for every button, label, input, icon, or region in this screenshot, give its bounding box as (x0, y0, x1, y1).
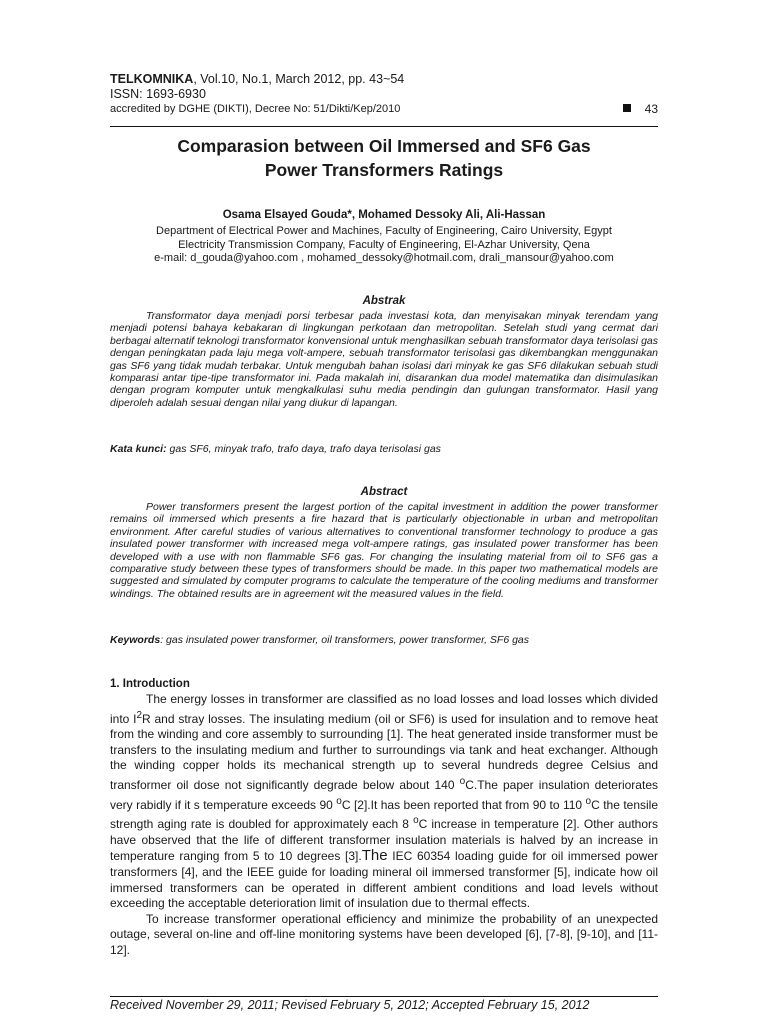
authors: Osama Elsayed Gouda*, Mohamed Dessoky Ali, Ali-Hassan (222, 209, 546, 221)
intro-text: IEC 60354 loading guide for oil immersed power transformers [4], and the IEEE guide for loading mineral oil immersed transformer [5], indicate how oil immersed transformers can be operated in different ambient conditions and load levels without exceeding the acceptable deterioration limit of insulation due to thermal effects. (110, 849, 658, 911)
keywords-values: : gas insulated power transformer, oil transformers, power transformer, SF6 gas (160, 634, 530, 646)
abstract-heading: Abstract (360, 486, 408, 498)
journal-name: TELKOMNIKA (110, 72, 194, 86)
page-number-block (623, 102, 658, 117)
journal-header (110, 72, 658, 117)
superscript: o (459, 775, 466, 787)
affiliation-1: Department of Electrical Power and Machines, Faculty of Engineering, Cairo University, Egypt (156, 225, 612, 237)
intro-text: C increase in temperature [2]. Other authors have observed that the life of different transformer insulation materials is halved by an increase in temperature ranging from 5 to 10 degrees [3]. (110, 817, 658, 864)
title-line-2: Power Transformers Ratings (264, 160, 504, 180)
keywords (110, 634, 658, 646)
intro-text: C [2].It has been reported that from 90 to 110 (341, 797, 586, 812)
journal-issue: , Vol.10, No.1, March 2012, pp. 43~54 (193, 72, 405, 86)
journal-citation (110, 72, 658, 87)
affiliation-2: Electricity Transmission Company, Faculty of Engineering, El-Azhar University, Qena (178, 238, 590, 251)
author-emails: e-mail: d_gouda@yahoo.com , mohamed_dessoky@hotmail.com, drali_mansour@yahoo.com (154, 252, 614, 264)
superscript: o (336, 795, 342, 807)
header-rule (110, 126, 658, 127)
intro-text: The energy losses in transformer are classified as no load losses and load losses which divided into I (110, 692, 658, 726)
paper-title (110, 134, 658, 182)
intro-text: C the tensile strength aging rate is doubled for approximately each 8 (110, 797, 659, 832)
intro-text-large: The (361, 847, 388, 865)
kata-kunci-label: Kata kunci: (110, 443, 167, 455)
intro-text: C.The paper insulation deteriorates very rabidly if it s temperature exceeds 90 (110, 777, 658, 812)
introduction-heading: 1. Introduction (110, 678, 190, 690)
superscript: o (413, 815, 419, 827)
square-bullet-icon (623, 104, 631, 112)
abstrak-body: Transformator daya menjadi porsi terbesar pada investasi kota, dan menyisakan minyak terendam yang menjadi potensi bahaya kebakaran di lingkungan perkotaan dan metropolitan. Setelah studi yang cermat dari berbagai alternatif teknologi transformator konvensional untuk menghasilkan sebuah transformator daya terisolasi gas dengan peningkatan pada laju mega volt-ampere, sebuah transformator terisolasi gas dikembangkan menggunakan gas SF6 yang tidak mudah terbakar. Untuk mengubah bahan isolasi dari minyak ke gas SF6 dilakukan sebuah studi komparasi antar tipe-tipe transformator ini. Pada makalah ini, disarankan dua model matematika dan disimulasikan dengan program komputer untuk mengkalkulasi suhu media pendingin dan gulungan transformator. Hasil yang diperoleh adalah sesuai dengan nilai yang diukur di lapangan. (110, 310, 658, 409)
introduction-body (110, 692, 658, 959)
intro-text: R and stray losses. The insulating medium (oil or SF6) is used for insulation and to remove heat from the winding and core assembly to surrounding [1]. The heat generated inside transformer must be transfers to the insulating medium and further to surroundings via tank and heat exchanger. Although the winding copper holds its mechanical strength up to several hundreds degree Celsius and transformer oil dose not significantly degrade below about 140 (110, 711, 658, 792)
superscript: 2 (136, 709, 143, 721)
page-number: 43 (644, 102, 658, 116)
title-line-1: Comparasion between Oil Immersed and SF6 Gas (177, 136, 591, 156)
kata-kunci-values: gas SF6, minyak trafo, trafo daya, trafo daya terisolasi gas (166, 443, 441, 455)
accreditation: accredited by DGHE (DIKTI), Decree No: 51/Dikti/Kep/2010 (110, 103, 401, 115)
affiliations (110, 225, 658, 266)
abstrak-heading: Abstrak (362, 295, 406, 307)
abstract-body: Power transformers present the largest portion of the capital investment in addition the power transformer remains oil immersed which presents a fire hazard that is particularly objectionable in urban and metropolitan environment. After careful studies of various alternatives to conventional transformer technology to produce a gas insulated power transformer with increased mega volt-ampere ratings, gas insulated power transformer has been developed with a use with non flammable SF6 gas. For changing the insulating material from oil to SF6 gas a comparative study between these types of transformers should be made. In this paper two mathematical models are suggested and simulated by computer programs to calculate the temperature of the cooling mediums and transformer windings. The obtained results are in agreement wit the measured values in the field. (110, 501, 658, 600)
introduction-paragraph-1 (110, 692, 658, 912)
keywords-label: Keywords (110, 634, 161, 646)
issn: ISSN: 1693-6930 (110, 87, 206, 101)
superscript: o (585, 795, 592, 807)
kata-kunci (110, 443, 658, 455)
introduction-paragraph-2: To increase transformer operational efficiency and minimize the probability of an unexpected outage, several on-line and off-line monitoring systems have been developed [6], [7-8], [9-10], and [11-12]. (110, 911, 658, 957)
footer-rule (110, 996, 658, 997)
received-dates: Received November 29, 2011; Revised February 5, 2012; Accepted February 15, 2012 (110, 998, 590, 1012)
